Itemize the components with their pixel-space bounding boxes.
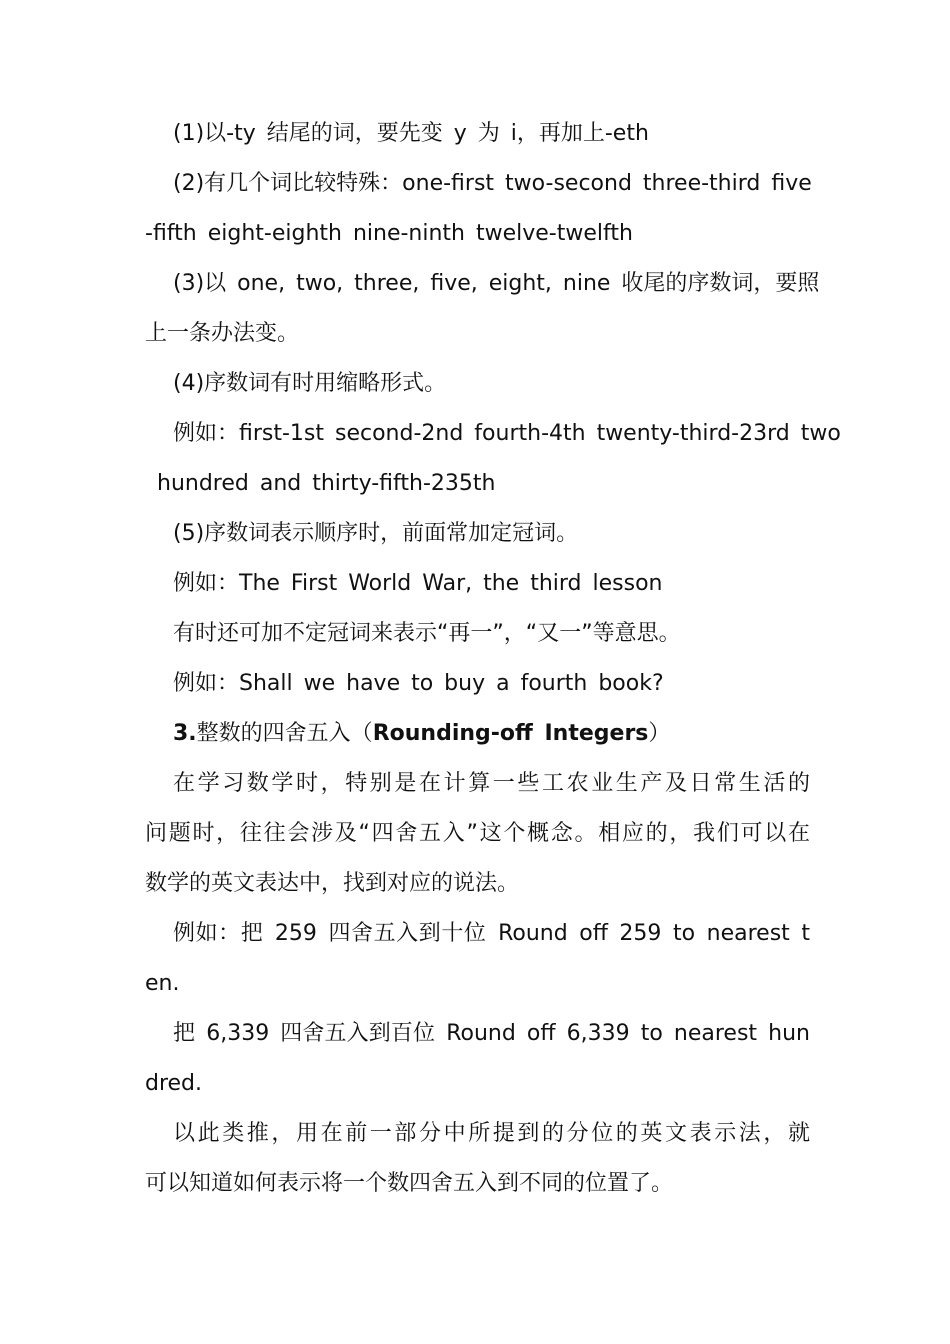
section-number: 3.: [173, 721, 197, 746]
section-3-heading: [173, 719, 810, 749]
paragraph-rounding-line-1: 在学习数学时，特别是在计算一些工农业生产及日常生活的: [173, 771, 810, 796]
example-round-6339-line: 把 6,339 四舍五入到百位 Round off 6,339 to nearest hun: [173, 1021, 810, 1046]
rule-1-line: (1)以-ty 结尾的词，要先变 y 为 i，再加上-eth: [173, 121, 649, 146]
section-title-english: Rounding-off Integers: [372, 721, 649, 746]
rule-2-continuation: -fifth eight-eighth nine-ninth twelve-twelfth: [145, 221, 633, 246]
example-indefinite-article-line: 例如：Shall we have to buy a fourth book?: [173, 671, 664, 696]
closing-paragraph-line-2: 可以知道如何表示将一个数四舍五入到不同的位置了。: [145, 1171, 674, 1196]
closing-paragraph-line-1: 以此类推，用在前一部分中所提到的分位的英文表示法，就: [173, 1121, 810, 1146]
rule-5-line: (5)序数词表示顺序时，前面常加定冠词。: [173, 521, 579, 546]
paragraph-rounding-line-2: 问题时，往往会涉及“四舍五入”这个概念。相应的，我们可以在: [145, 821, 810, 846]
example-round-259-continuation: en.: [145, 971, 180, 996]
indefinite-article-note: 有时还可加不定冠词来表示“再一”，“又一”等意思。: [173, 621, 681, 646]
section-title-chinese: 整数的四舍五入（: [196, 721, 373, 746]
example-round-6339-continuation: dred.: [145, 1071, 203, 1096]
example-ordinals-line: 例如：first-1st second-2nd fourth-4th twenty-third-23rd two: [173, 421, 841, 446]
rule-3-continuation: 上一条办法变。: [145, 321, 300, 346]
section-title-close: ）: [648, 721, 671, 746]
example-round-259-line: 例如：把 259 四舍五入到十位 Round off 259 to nearest t: [173, 921, 810, 946]
rule-2-line: (2)有几个词比较特殊：one-first two-second three-third five: [173, 171, 812, 196]
paragraph-rounding-line-3: 数学的英文表达中，找到对应的说法。: [145, 871, 520, 896]
example-definite-article-line: 例如：The First World War, the third lesson: [173, 571, 663, 596]
example-ordinals-continuation: hundred and thirty-fifth-235th: [157, 471, 496, 496]
rule-3-line: (3)以 one, two, three, five, eight, nine 收尾的序数词，要照: [173, 271, 820, 296]
rule-4-line: (4)序数词有时用缩略形式。: [173, 371, 447, 396]
